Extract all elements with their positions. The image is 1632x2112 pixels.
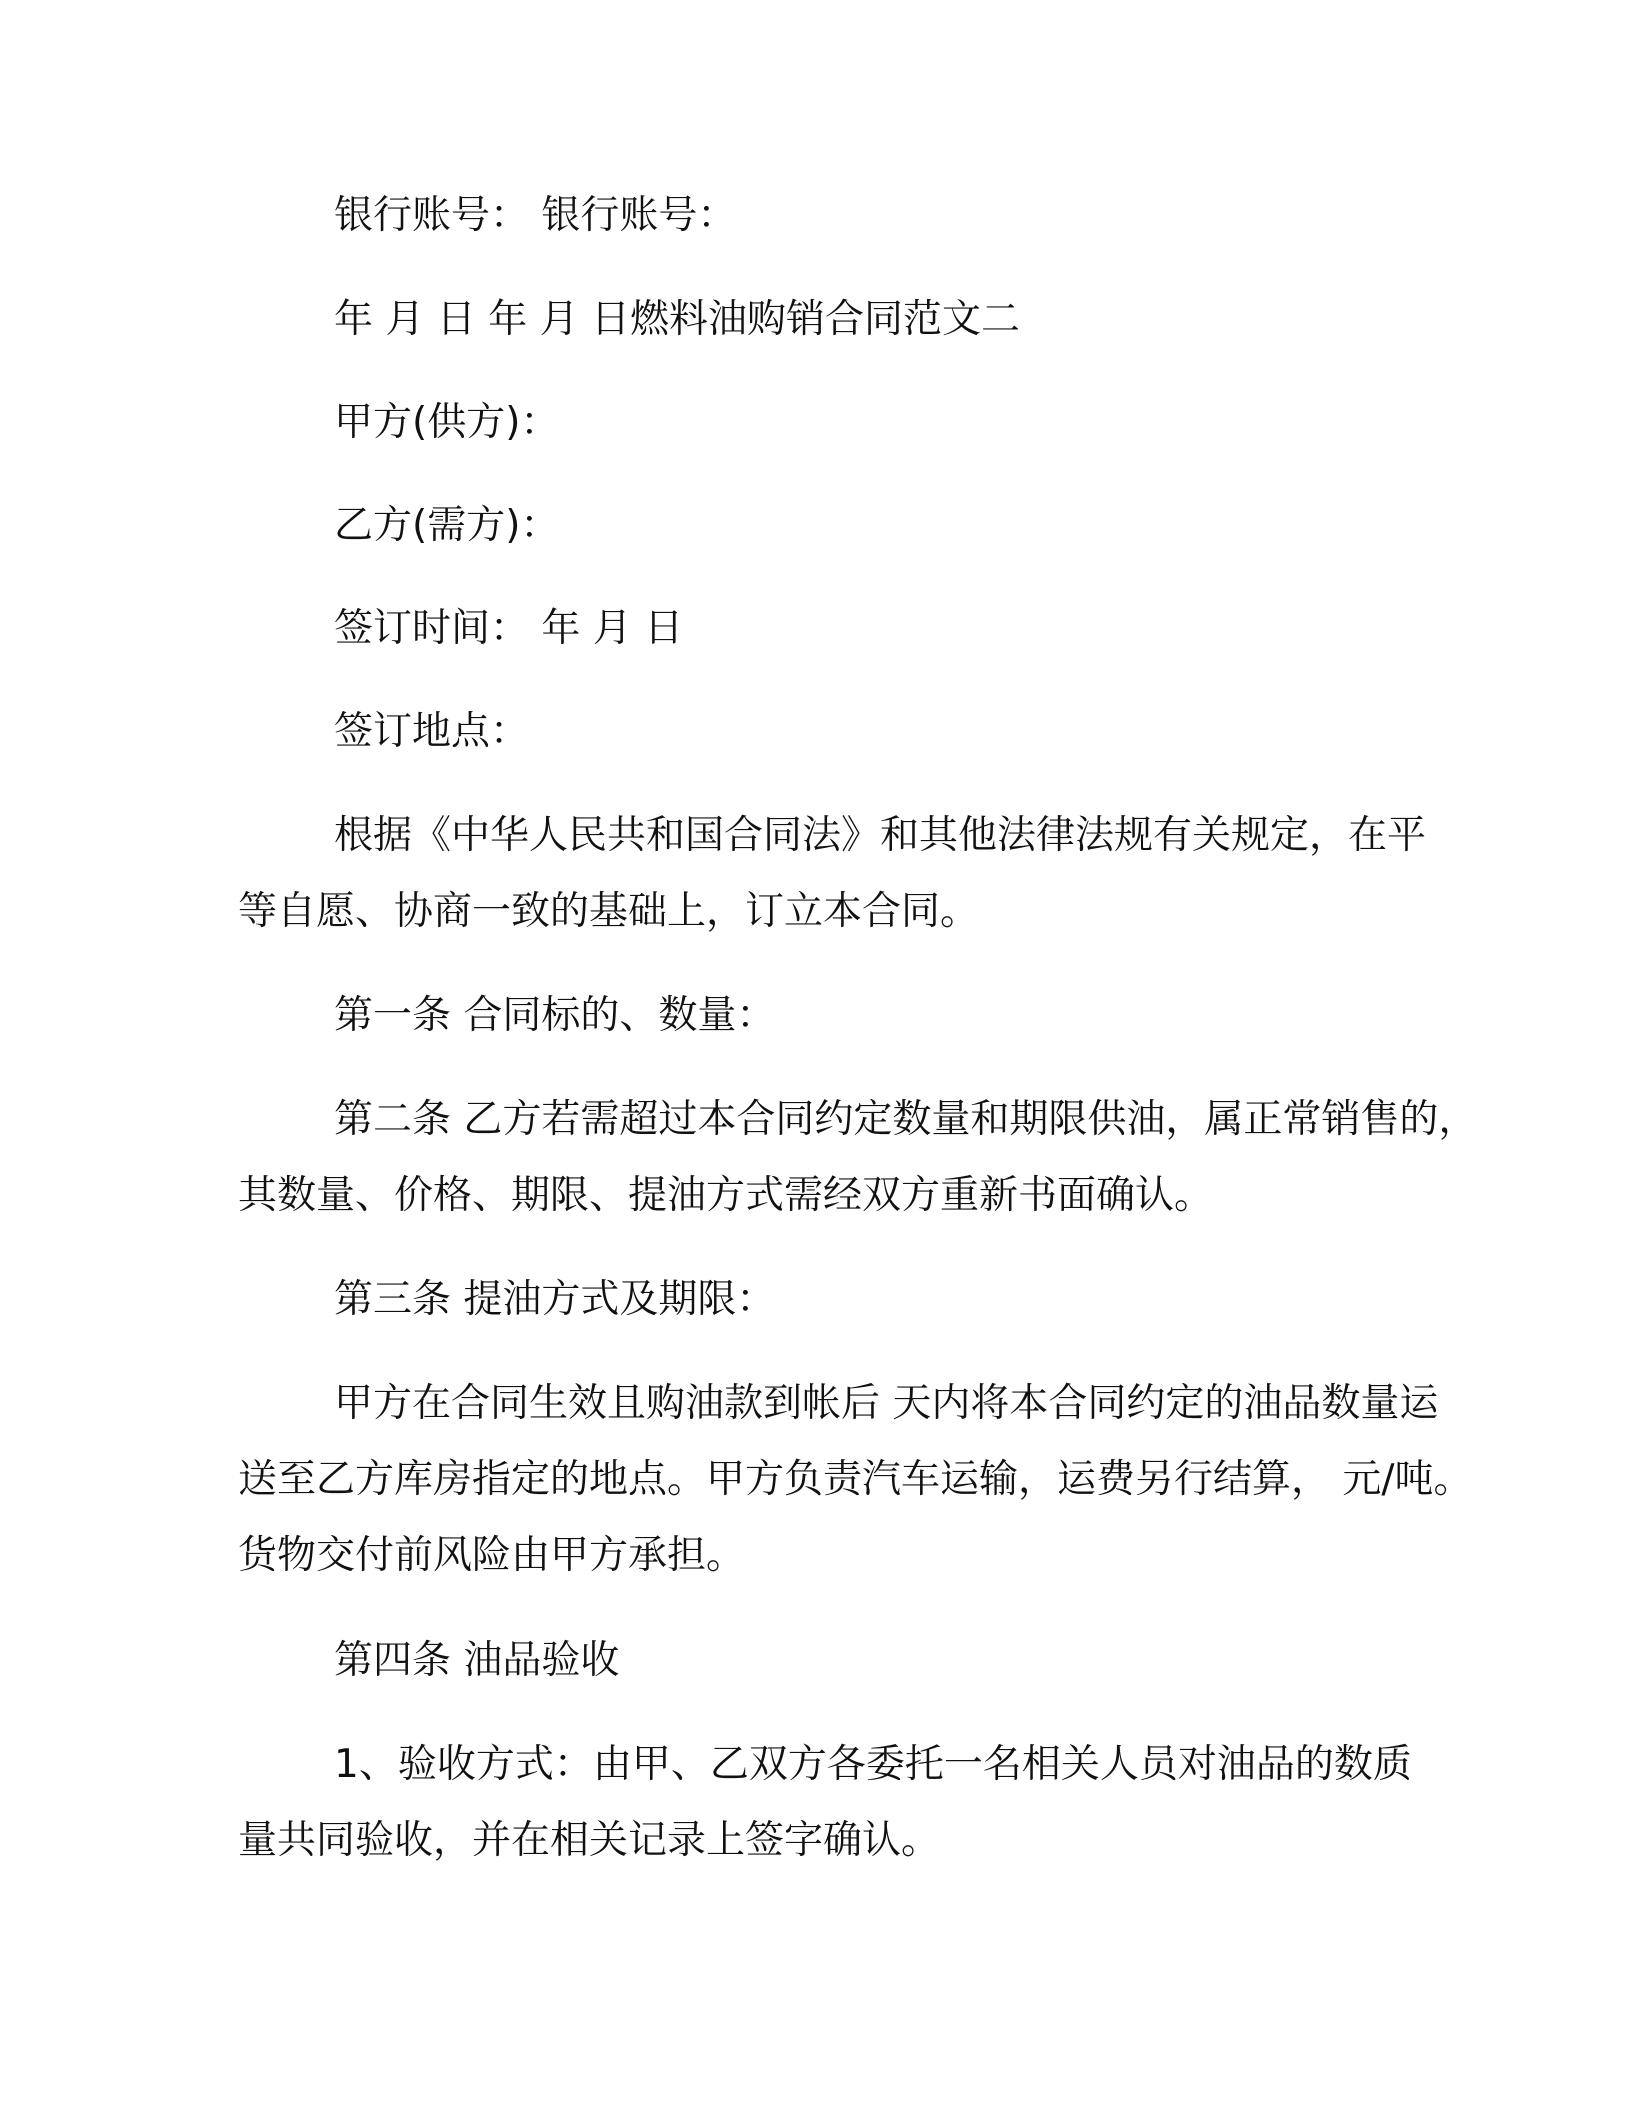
text-line: 年 月 日 年 月 日燃料油购销合同范文二: [334, 297, 1020, 342]
text-line: 根据《中华人民共和国合同法》和其他法律法规有关规定，在平: [334, 813, 1427, 858]
article-4-item-1: [238, 1727, 1418, 1879]
text-line: 甲方在合同生效且购油款到帐后 天内将本合同约定的油品数量运: [334, 1381, 1439, 1426]
sign-time-line: [238, 591, 1418, 667]
text-line: 货物交付前风险由甲方承担。: [238, 1533, 746, 1578]
article-4-heading: [238, 1623, 1418, 1699]
article-3-body: [238, 1366, 1473, 1594]
text-line: 送至乙方库房指定的地点。甲方负责汽车运输，运费另行结算， 元/吨。: [238, 1457, 1473, 1502]
text-line: 甲方(供方)：: [334, 400, 560, 445]
sign-place-line: [238, 694, 1418, 770]
text-line: 第二条 乙方若需超过本合同约定数量和期限供油，属正常销售的，: [334, 1097, 1478, 1142]
article-2-paragraph: [238, 1082, 1478, 1234]
text-line: 签订时间： 年 月 日: [334, 606, 684, 651]
text-line: 量共同验收，并在相关记录上签字确认。: [238, 1818, 941, 1863]
text-line: 乙方(需方)：: [334, 503, 560, 548]
party-b-line: [238, 488, 1418, 564]
preamble-paragraph: [238, 798, 1427, 950]
article-3-heading: [238, 1262, 1418, 1338]
text-line: 其数量、价格、期限、提油方式需经双方重新书面确认。: [238, 1173, 1214, 1218]
article-1-heading: [238, 978, 1418, 1054]
bank-account-line: [238, 178, 1418, 254]
text-line: 第一条 合同标的、数量：: [334, 993, 776, 1038]
text-line: 1、验收方式：由甲、乙双方各委托一名相关人员对油品的数质: [334, 1742, 1412, 1787]
text-line: 等自愿、协商一致的基础上，订立本合同。: [238, 889, 980, 934]
text-line: 签订地点：: [334, 709, 530, 754]
text-line: 第四条 油品验收: [334, 1638, 620, 1683]
date-and-title-line: [238, 282, 1418, 358]
text-line: 银行账号： 银行账号：: [334, 193, 737, 238]
text-line: 第三条 提油方式及期限：: [334, 1277, 776, 1322]
party-a-line: [238, 385, 1418, 461]
